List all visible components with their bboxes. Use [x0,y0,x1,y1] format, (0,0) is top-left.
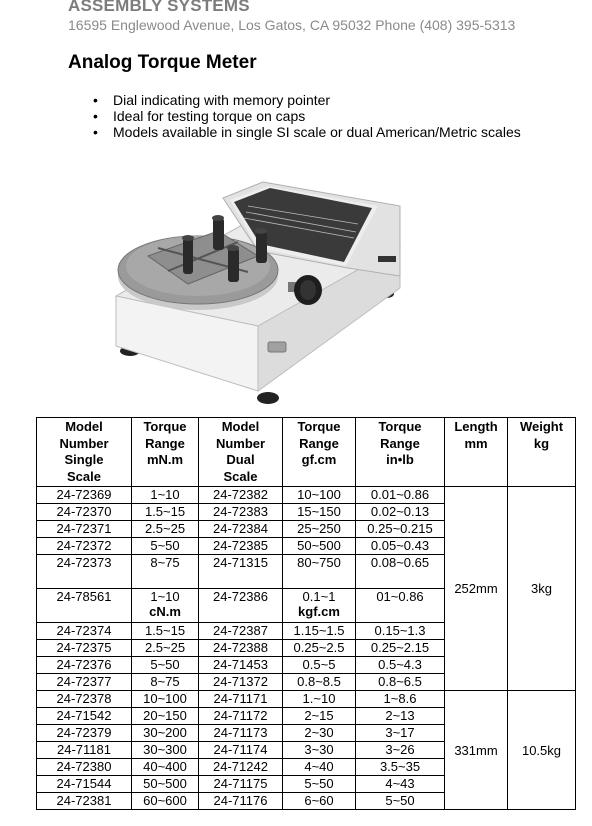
cell: 24-72377 [37,674,132,691]
cell: 5~50 [132,657,199,674]
cell: 24-72385 [199,538,283,555]
cell: 24-72381 [37,793,132,810]
feature-item: • Dial indicating with memory pointer [93,92,521,108]
cell: 24-71181 [37,742,132,759]
cell: 0.05~0.43 [356,538,445,555]
cell: 24-71315 [199,555,283,589]
cell: 2.5~25 [132,640,199,657]
header-length: Length mm [445,418,508,487]
cell: 0.01~0.86 [356,487,445,504]
cell: 24-71172 [199,708,283,725]
cell: 24-71176 [199,793,283,810]
cell: 24-72382 [199,487,283,504]
cell: 24-72372 [37,538,132,555]
cell: 40~400 [132,759,199,776]
cell: 24-72386 [199,589,283,623]
cell: 20~150 [132,708,199,725]
cell: 01~0.86 [356,589,445,623]
cell: 2~15 [283,708,356,725]
cell: 2~30 [283,725,356,742]
unit-cnm: cN.m [149,604,181,619]
cell: 0.08~0.65 [356,555,445,589]
header-model-single: Model Number Single Scale [37,418,132,487]
cell: 24-71174 [199,742,283,759]
cell: 80~750 [283,555,356,589]
company-name: ASSEMBLY SYSTEMS [68,0,250,15]
cell: 5~50 [283,776,356,793]
cell: 0.8~8.5 [283,674,356,691]
cell: 0.5~4.3 [356,657,445,674]
cell: 0.25~0.215 [356,521,445,538]
table-row [37,691,576,708]
cell: 2.5~25 [132,521,199,538]
header-torque-gfcm: Torque Range gf.cm [283,418,356,487]
header-model-dual: Model Number Dual Scale [199,418,283,487]
cell: 24-72376 [37,657,132,674]
cell: 3~26 [356,742,445,759]
cell: 24-72375 [37,640,132,657]
cell: 8~75 [132,555,199,589]
cell: 24-72374 [37,623,132,640]
cell: 24-72370 [37,504,132,521]
cell: 24-78561 [37,589,132,623]
cell: 60~600 [132,793,199,810]
cell: 24-72387 [199,623,283,640]
spec-table [36,417,576,810]
cell: 0.5~5 [283,657,356,674]
cell: 24-72369 [37,487,132,504]
cell: 10~100 [132,691,199,708]
cell: 5~50 [356,793,445,810]
cell: 0.25~2.15 [356,640,445,657]
cell: 0.15~1.3 [356,623,445,640]
cell: 4~40 [283,759,356,776]
weight-cell: 10.5kg [508,691,576,810]
cell: 1.~10 [283,691,356,708]
table-header-row [37,418,576,487]
company-address: 16595 Englewood Avenue, Los Gatos, CA 95032 Phone (408) 395-5313 [68,17,516,33]
cell: 1~10 cN.m [132,589,199,623]
cell: 0.1~1 kgf.cm [283,589,356,623]
cell: 2~13 [356,708,445,725]
cell: 50~500 [132,776,199,793]
cell: 1.5~15 [132,504,199,521]
cell: 24-71173 [199,725,283,742]
cell: 3.5~35 [356,759,445,776]
cell: 24-72388 [199,640,283,657]
cell: 1.5~15 [132,623,199,640]
cell: 24-72378 [37,691,132,708]
cell: 0.02~0.13 [356,504,445,521]
length-cell: 252mm [445,487,508,691]
length-cell: 331mm [445,691,508,810]
cell: 24-71242 [199,759,283,776]
cell: 24-71171 [199,691,283,708]
cell: 24-72384 [199,521,283,538]
header-weight: Weight kg [508,418,576,487]
cell: 24-72383 [199,504,283,521]
unit-kgfcm: kgf.cm [298,604,340,619]
cell: 1~8.6 [356,691,445,708]
feature-item: • Models available in single SI scale or dual American/Metric scales [93,124,521,140]
cell: 24-71542 [37,708,132,725]
torque-meter-illustration [108,176,408,406]
cell: 24-71544 [37,776,132,793]
cell: 10~100 [283,487,356,504]
cell: 1~10 [132,487,199,504]
cell: 24-72373 [37,555,132,589]
cell: 24-71175 [199,776,283,793]
cell: 24-72379 [37,725,132,742]
cell: 24-71372 [199,674,283,691]
cell: 24-72371 [37,521,132,538]
cell: 15~150 [283,504,356,521]
cell: 3~17 [356,725,445,742]
cell: 5~50 [132,538,199,555]
cell: 30~200 [132,725,199,742]
cell: 50~500 [283,538,356,555]
cell: 24-71453 [199,657,283,674]
cell: 25~250 [283,521,356,538]
feature-list [93,92,521,140]
cell: 1.15~1.5 [283,623,356,640]
cell: 4~43 [356,776,445,793]
cell: 8~75 [132,674,199,691]
cell: 0.25~2.5 [283,640,356,657]
cell: 24-72380 [37,759,132,776]
cell: 0.8~6.5 [356,674,445,691]
cell: 30~300 [132,742,199,759]
feature-item: • Ideal for testing torque on caps [93,108,521,124]
header-torque-inlb: Torque Range in•lb [356,418,445,487]
product-title: Analog Torque Meter [68,52,257,73]
cell: 6~60 [283,793,356,810]
cell: 3~30 [283,742,356,759]
header-torque-mnm: Torque Range mN.m [132,418,199,487]
table-row [37,487,576,504]
weight-cell: 3kg [508,487,576,691]
